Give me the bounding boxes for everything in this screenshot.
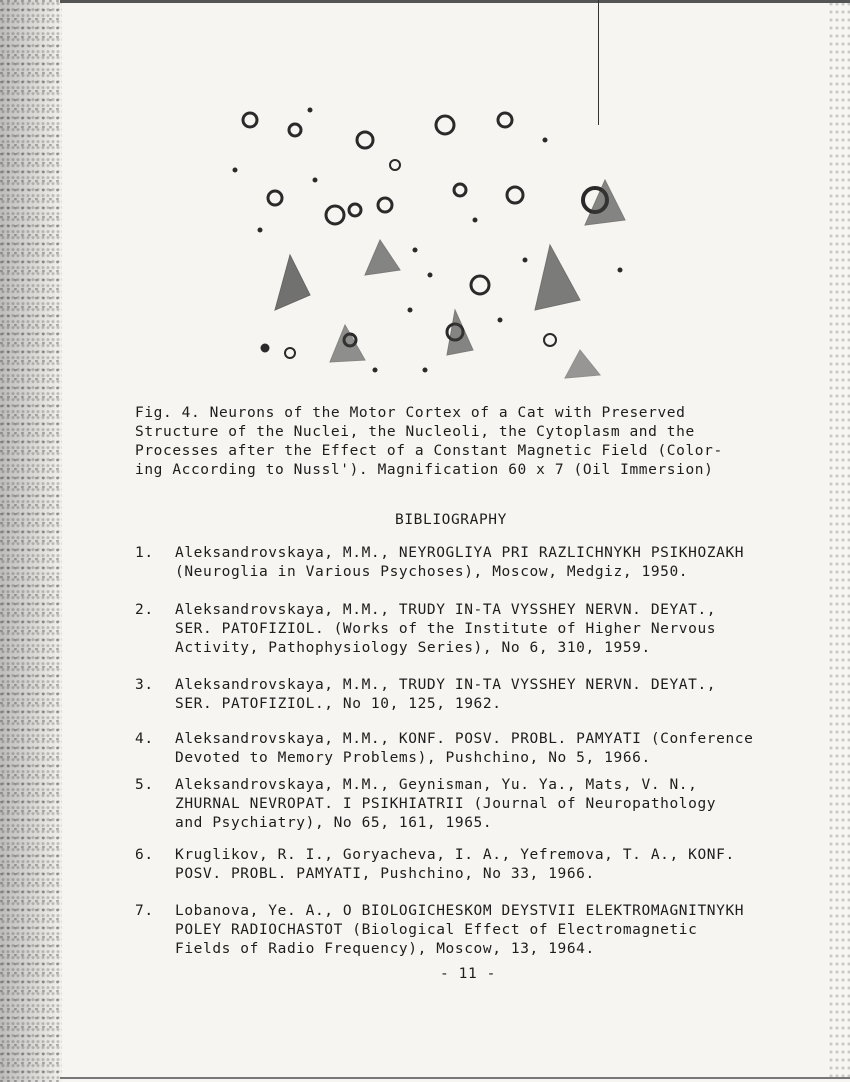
reference-number: 1.	[135, 545, 154, 561]
neuron-micrograph	[215, 70, 645, 385]
reference-text: Aleksandrovskaya, M.M., KONF. POSV. PROBL. PAMYATI (Conference Devoted to Memory Problems), Pushchino, No 5, 1966.	[175, 731, 754, 766]
reference-number: 7.	[135, 903, 154, 919]
reference-number: 6.	[135, 847, 154, 863]
scan-edge-noise	[0, 0, 62, 1082]
micrograph-figure	[215, 70, 645, 385]
figure-caption: Fig. 4. Neurons of the Motor Cortex of a Cat with Preserved Structure of the Nuclei, the Nucleoli, the Cytoplasm and the Processes after the Effect of a Constant Magnetic Field (Color- ing According to Nussl'). Magnification 60 x 7 (Oil Immersion)	[135, 405, 723, 478]
reference-number: 5.	[135, 777, 154, 793]
reference-text: Lobanova, Ye. A., O BIOLOGICHESKOM DEYSTVII ELEKTROMAGNITNYKH POLEY RADIOCHASTOT (Biological Effect of Electromagnetic Fields of Radio Frequency), Moscow, 13, 1964.	[175, 903, 745, 957]
reference-text: Aleksandrovskaya, M.M., NEYROGLIYA PRI RAZLICHNYKH PSIKHOZAKH (Neuroglia in Various Psychoses), Moscow, Medgiz, 1950.	[175, 545, 745, 580]
reference-text: Aleksandrovskaya, M.M., Geynisman, Yu. Ya., Mats, V. N., ZHURNAL NEVROPAT. I PSIKHIATRII (Journal of Neuropathology and Psychiatry), No 65, 161, 1965.	[175, 777, 717, 831]
reference-number: 2.	[135, 602, 154, 618]
top-border	[60, 0, 850, 3]
page-number: - 11 -	[440, 966, 496, 982]
reference-text: Kruglikov, R. I., Goryacheva, I. A., Yefremova, T. A., KONF. POSV. PROBL. PAMYATI, Pushchino, No 33, 1966.	[175, 847, 735, 882]
reference-number: 3.	[135, 677, 154, 693]
bottom-border	[60, 1077, 850, 1079]
reference-text: Aleksandrovskaya, M.M., TRUDY IN-TA VYSSHEY NERVN. DEYAT., SER. PATOFIZIOL. (Works of the Institute of Higher Nervous Activity, Pathophysiology Series), No 6, 310, 1959.	[175, 602, 717, 656]
reference-text: Aleksandrovskaya, M.M., TRUDY IN-TA VYSSHEY NERVN. DEYAT., SER. PATOFIZIOL., No 10, 125, 1962.	[175, 677, 717, 712]
reference-number: 4.	[135, 731, 154, 747]
bibliography-heading: BIBLIOGRAPHY	[395, 512, 507, 528]
scan-edge-noise-right	[828, 0, 850, 1082]
